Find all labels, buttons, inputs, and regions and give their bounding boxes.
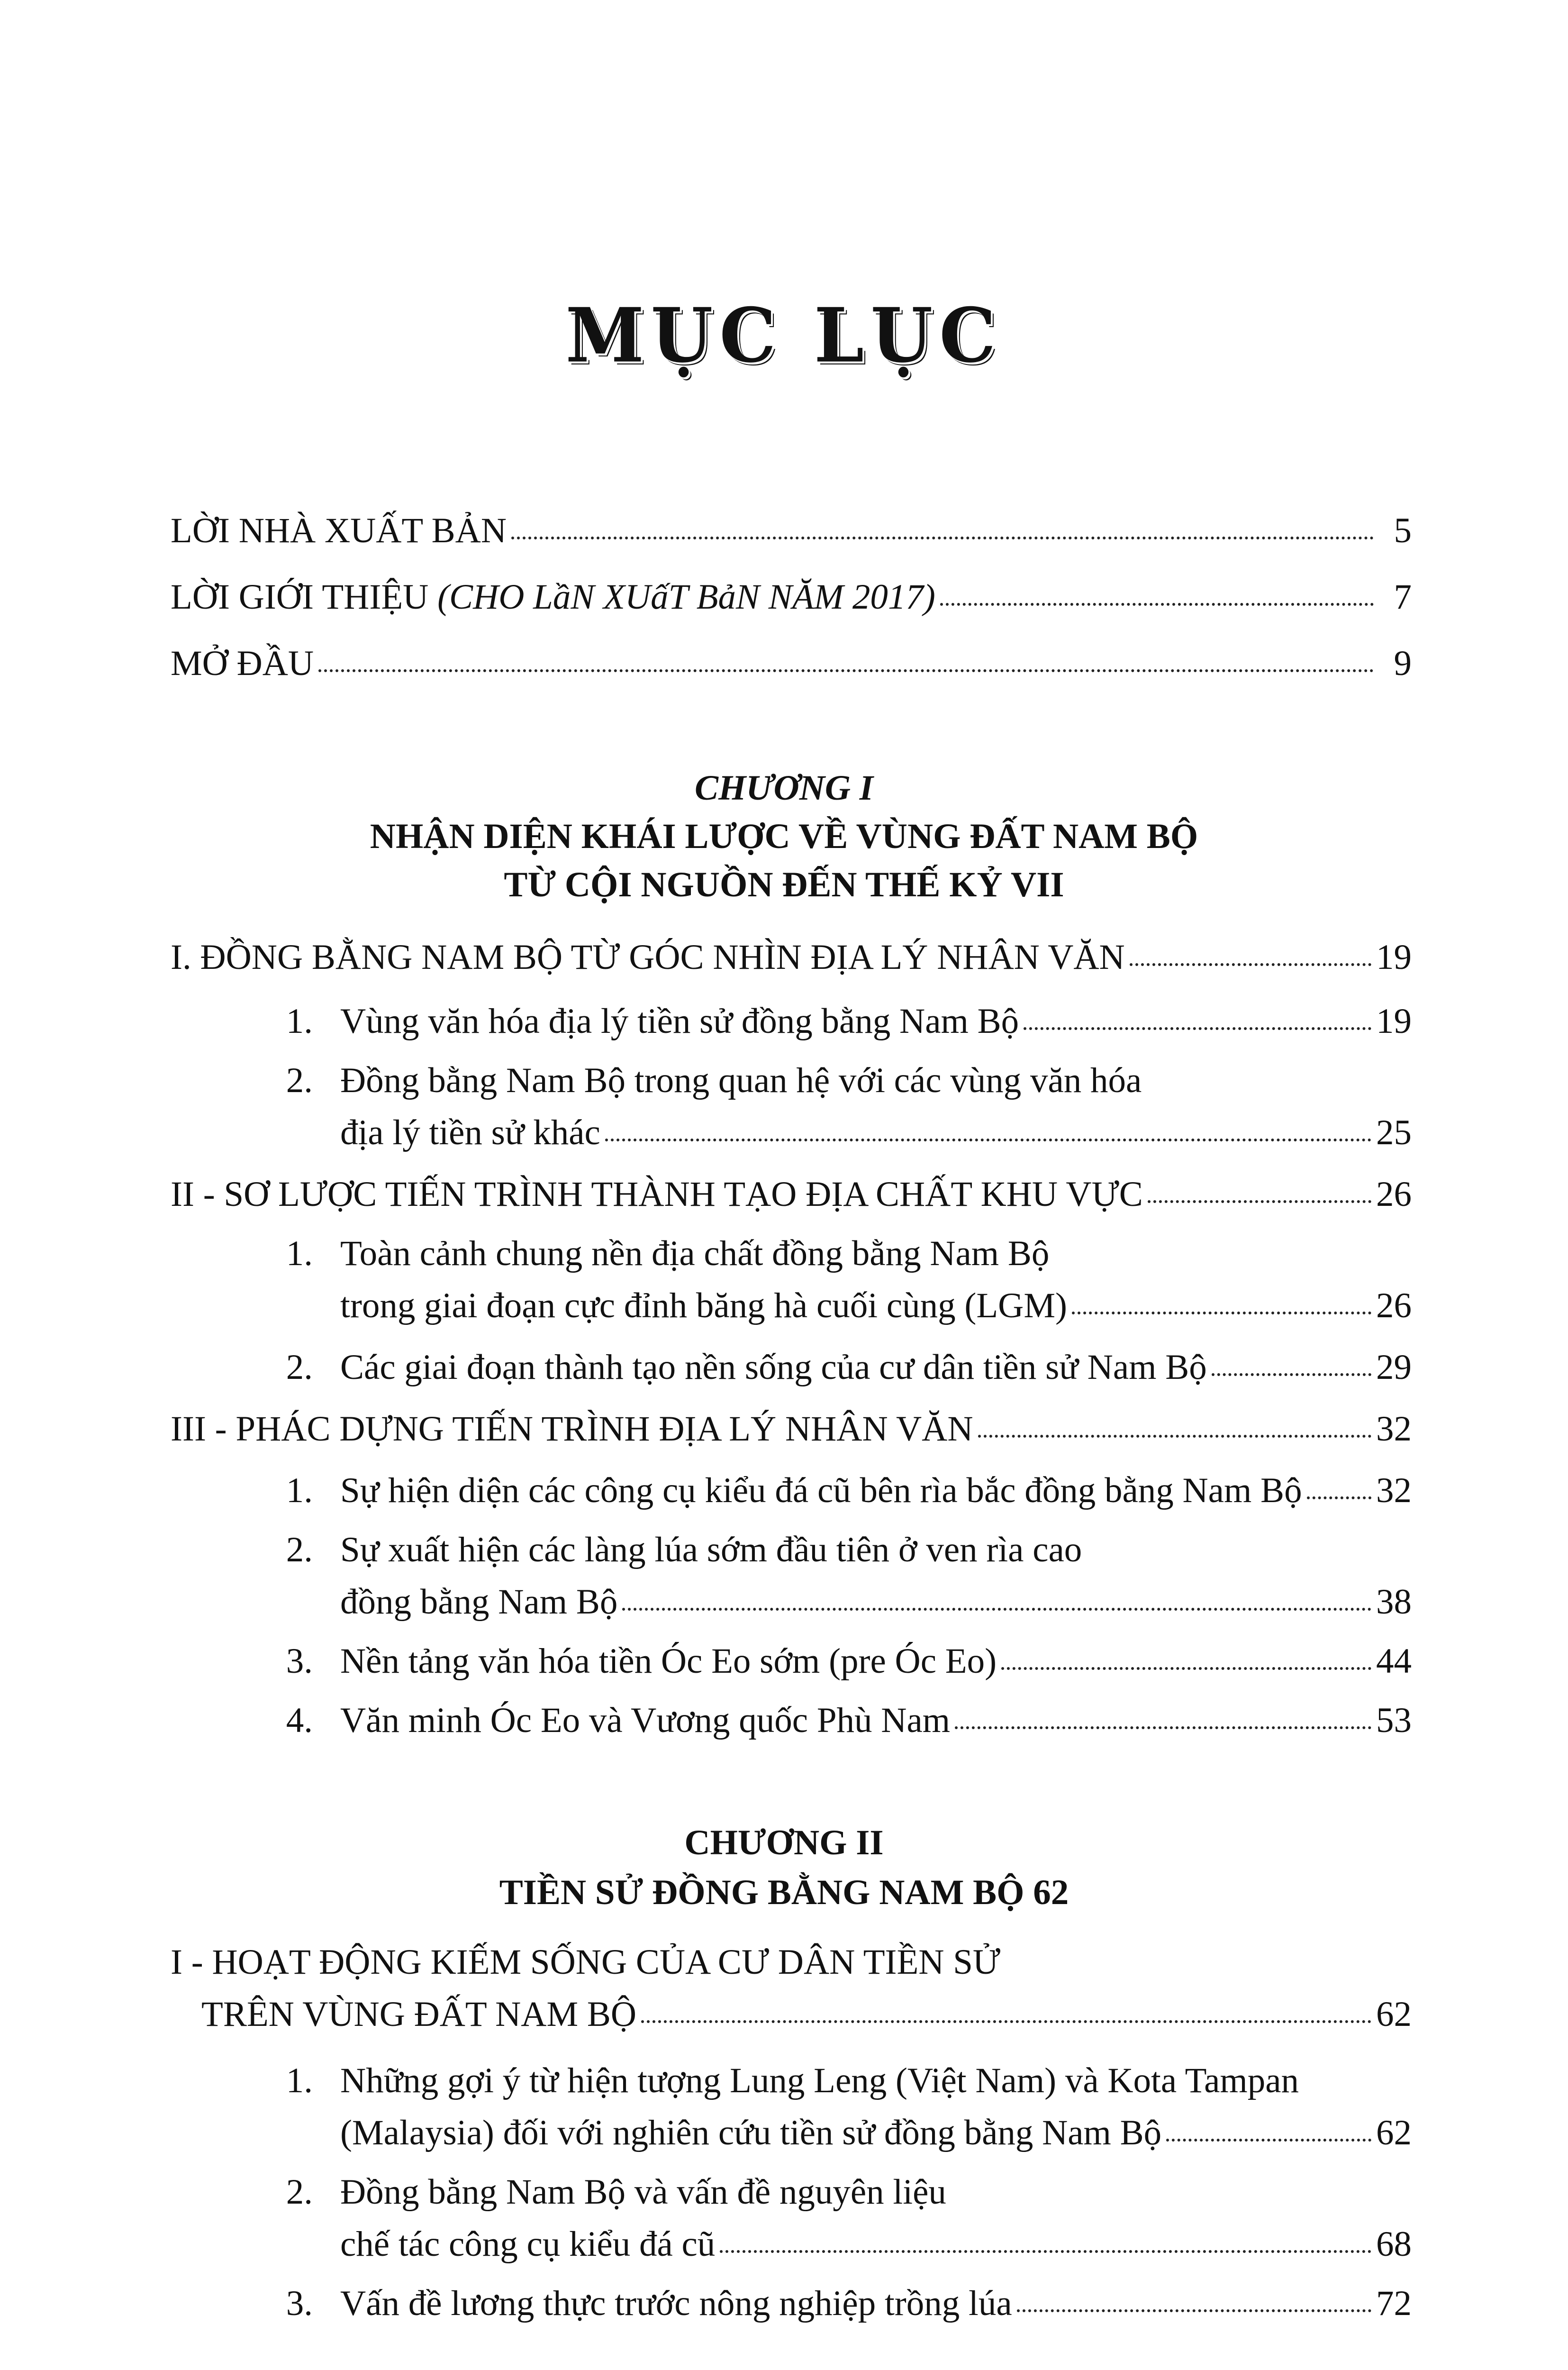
toc-entry-ch1-3-3[interactable] bbox=[340, 1635, 1412, 1687]
toc-entry-ch1-3-1[interactable] bbox=[340, 1465, 1412, 1517]
dot-leader bbox=[940, 603, 1374, 606]
chapter-1-label: CHƯƠNG I bbox=[695, 768, 873, 808]
toc-entry-label-line1: Những gợi ý từ hiện tượng Lung Leng (Việt Nam) và Kota Tampan bbox=[340, 2061, 1299, 2100]
toc-item-number: 1. bbox=[286, 1002, 313, 1041]
toc-entry-label-line1: Sự xuất hiện các làng lúa sớm đầu tiên ở ven rìa cao bbox=[340, 1530, 1082, 1569]
toc-page-number: 62 bbox=[1376, 2113, 1412, 2152]
toc-entry-ch2-1-1[interactable] bbox=[340, 2107, 1412, 2159]
dot-leader bbox=[1017, 2309, 1371, 2312]
toc-entry-label-line1: Đồng bằng Nam Bộ và vấn đề nguyên liệu bbox=[340, 2172, 946, 2212]
toc-page-number: 9 bbox=[1394, 644, 1412, 683]
toc-item-number: 3. bbox=[286, 2284, 313, 2323]
page-title-text: MỤC LỤC bbox=[565, 292, 1003, 380]
dot-leader bbox=[605, 1139, 1371, 1141]
toc-item-number: 1. bbox=[286, 2061, 313, 2100]
dot-leader bbox=[1001, 1667, 1371, 1670]
toc-entry-label: II - SƠ LƯỢC TIẾN TRÌNH THÀNH TẠO ĐỊA CHẤT KHU VỰC bbox=[171, 1175, 1143, 1214]
toc-entry-ch1-section-1[interactable] bbox=[171, 931, 1412, 984]
dot-leader bbox=[955, 1726, 1371, 1729]
toc-entry-loi-nha-xuat-ban[interactable] bbox=[171, 505, 1412, 557]
toc-entry-ch1-section-3[interactable] bbox=[171, 1403, 1412, 1455]
dot-leader bbox=[1024, 1027, 1371, 1030]
toc-entry-label: Văn minh Óc Eo và Vương quốc Phù Nam bbox=[340, 1701, 951, 1740]
dot-leader bbox=[1130, 963, 1371, 966]
toc-entry-label: Nền tảng văn hóa tiền Óc Eo sớm (pre Óc Eo) bbox=[340, 1641, 997, 1681]
toc-item-number: 2. bbox=[286, 1348, 313, 1387]
toc-entry-label: LỜI NHÀ XUẤT BẢN bbox=[171, 511, 507, 550]
toc-entry-label: I. ĐỒNG BẰNG NAM BỘ TỪ GÓC NHÌN ĐỊA LÝ NHÂN VĂN bbox=[171, 938, 1125, 977]
toc-page-number: 7 bbox=[1394, 577, 1412, 617]
toc-entry-label: III - PHÁC DỰNG TIẾN TRÌNH ĐỊA LÝ NHÂN VĂN bbox=[171, 1409, 973, 1449]
toc-entry-label: đồng bằng Nam Bộ bbox=[340, 1582, 618, 1622]
toc-page-number: 32 bbox=[1376, 1409, 1412, 1449]
toc-entry-mo-dau[interactable] bbox=[171, 638, 1412, 690]
toc-page-number: 32 bbox=[1376, 1471, 1412, 1510]
toc-item-number: 2. bbox=[286, 1061, 313, 1100]
toc-entry-label: (Malaysia) đối với nghiên cứu tiền sử đồng bằng Nam Bộ bbox=[340, 2113, 1162, 2152]
toc-page-number: 29 bbox=[1376, 1348, 1412, 1387]
toc-entry-ch2-section-1[interactable] bbox=[201, 1988, 1412, 2041]
toc-page-number: 62 bbox=[1376, 1995, 1412, 2034]
toc-item-number: 1. bbox=[286, 1471, 313, 1510]
toc-page-number: 44 bbox=[1376, 1641, 1412, 1681]
dot-leader bbox=[978, 1435, 1371, 1438]
toc-entry-ch1-1-2[interactable] bbox=[340, 1107, 1412, 1159]
toc-page-number: 5 bbox=[1394, 511, 1412, 550]
toc-entry-loi-gioi-thieu[interactable] bbox=[171, 571, 1412, 623]
toc-item-number: 1. bbox=[286, 1234, 313, 1273]
toc-entry-label: Sự hiện diện các công cụ kiểu đá cũ bên rìa bắc đồng bằng Nam Bộ bbox=[340, 1471, 1302, 1510]
dot-leader bbox=[1166, 2139, 1371, 2142]
chapter-1-title-line1: NHẬN DIỆN KHÁI LƯỢC VỀ VÙNG ĐẤT NAM BỘ bbox=[370, 817, 1198, 856]
toc-page-number: 68 bbox=[1376, 2224, 1412, 2264]
toc-entry-label: Vấn đề lương thực trước nông nghiệp trồng lúa bbox=[340, 2284, 1012, 2323]
toc-item-number: 4. bbox=[286, 1701, 313, 1740]
toc-entry-label-italic: (CHO LầN XUấT BảN NĂM 2017) bbox=[437, 577, 935, 617]
toc-entry-label-line1: I - HOẠT ĐỘNG KIẾM SỐNG CỦA CƯ DÂN TIỀN SỬ bbox=[171, 1942, 1001, 1982]
toc-page-number: 26 bbox=[1376, 1286, 1412, 1325]
dot-leader bbox=[511, 537, 1374, 539]
toc-page-number: 19 bbox=[1376, 1002, 1412, 1041]
toc-entry-label: TRÊN VÙNG ĐẤT NAM BỘ bbox=[201, 1995, 637, 2034]
toc-entry-ch1-2-2[interactable] bbox=[340, 1341, 1412, 1394]
dot-leader bbox=[622, 1608, 1371, 1611]
dot-leader bbox=[1148, 1200, 1371, 1203]
toc-page-number: 53 bbox=[1376, 1701, 1412, 1740]
dot-leader bbox=[318, 669, 1374, 672]
toc-item-number: 3. bbox=[286, 1641, 313, 1681]
toc-page-number: 72 bbox=[1376, 2284, 1412, 2323]
toc-entry-label: chế tác công cụ kiểu đá cũ bbox=[340, 2224, 716, 2264]
toc-entry-label: Vùng văn hóa địa lý tiền sử đồng bằng Nam Bộ bbox=[340, 1002, 1019, 1041]
chapter-2-label: CHƯƠNG II bbox=[684, 1823, 884, 1862]
page-title bbox=[0, 292, 1568, 380]
chapter-1-title-line2: TỪ CỘI NGUỒN ĐẾN THẾ KỶ VII bbox=[504, 865, 1064, 904]
dot-leader bbox=[641, 2020, 1371, 2023]
toc-entry-ch2-1-2[interactable] bbox=[340, 2218, 1412, 2270]
dot-leader bbox=[720, 2250, 1371, 2253]
toc-page-number: 38 bbox=[1376, 1582, 1412, 1622]
toc-entry-ch2-1-3[interactable] bbox=[340, 2278, 1412, 2330]
toc-page-number: 26 bbox=[1376, 1175, 1412, 1214]
toc-entry-label: MỞ ĐẦU bbox=[171, 644, 314, 683]
toc-entry-label: trong giai đoạn cực đỉnh băng hà cuối cùng (LGM) bbox=[340, 1286, 1067, 1325]
toc-entry-ch1-2-1[interactable] bbox=[340, 1280, 1412, 1332]
toc-entry-label bbox=[171, 571, 935, 623]
toc-entry-label: địa lý tiền sử khác bbox=[340, 1113, 600, 1152]
toc-page-number: 19 bbox=[1376, 938, 1412, 977]
dot-leader bbox=[1212, 1373, 1371, 1376]
dot-leader bbox=[1307, 1496, 1371, 1499]
toc-item-number: 2. bbox=[286, 2172, 313, 2212]
toc-entry-ch1-1-1[interactable] bbox=[340, 995, 1412, 1048]
toc-item-number: 2. bbox=[286, 1530, 313, 1569]
toc-entry-label-line1: Toàn cảnh chung nền địa chất đồng bằng Nam Bộ bbox=[340, 1234, 1050, 1273]
toc-page-number: 25 bbox=[1376, 1113, 1412, 1152]
toc-entry-ch1-3-2[interactable] bbox=[340, 1576, 1412, 1628]
dot-leader bbox=[1072, 1312, 1371, 1314]
toc-entry-label-main: LỜI GIỚI THIỆU bbox=[171, 577, 438, 617]
toc-entry-ch1-3-4[interactable] bbox=[340, 1695, 1412, 1747]
toc-entry-label-line1: Đồng bằng Nam Bộ trong quan hệ với các vùng văn hóa bbox=[340, 1061, 1142, 1100]
toc-entry-ch1-section-2[interactable] bbox=[171, 1168, 1412, 1221]
chapter-2-title: TIỀN SỬ ĐỒNG BẰNG NAM BỘ 62 bbox=[499, 1873, 1069, 1912]
toc-entry-label: Các giai đoạn thành tạo nền sống của cư dân tiền sử Nam Bộ bbox=[340, 1348, 1207, 1387]
